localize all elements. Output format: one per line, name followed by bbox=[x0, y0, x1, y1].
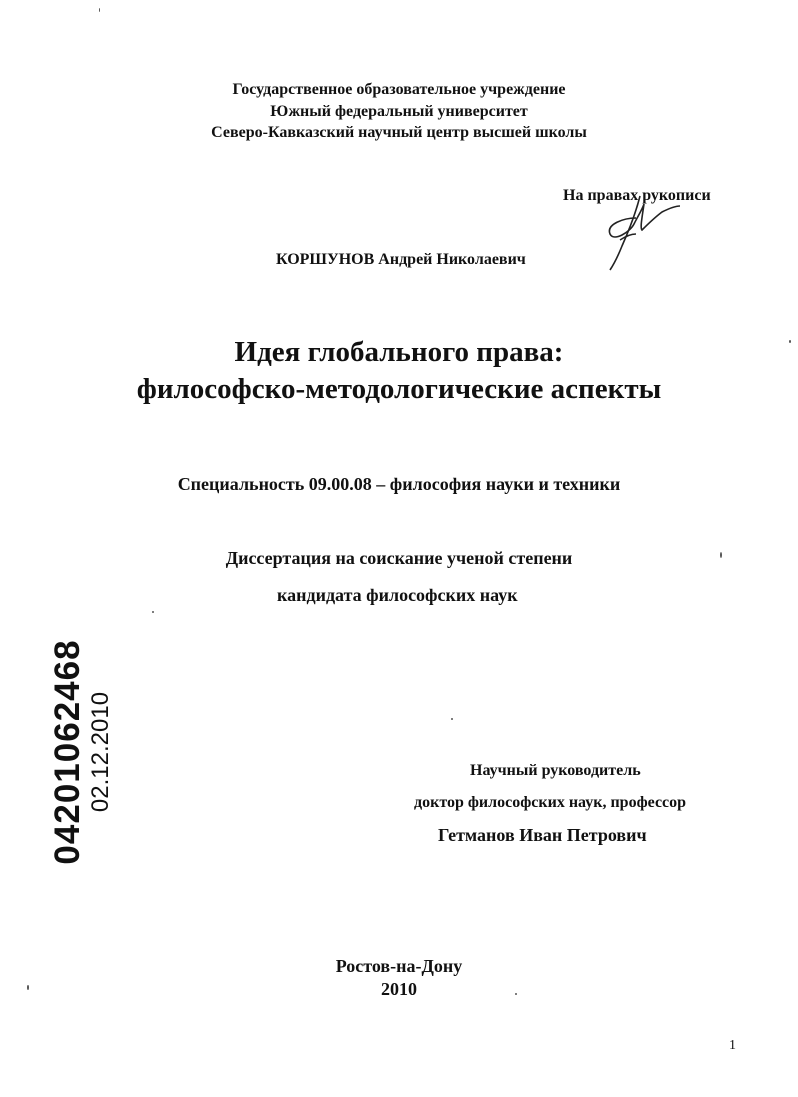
page-number: 1 bbox=[729, 1038, 736, 1053]
scan-speck bbox=[451, 718, 453, 720]
degree-line-2: кандидата философских наук bbox=[277, 585, 518, 605]
institution-line-3: Северо-Кавказский научный центр высшей школы bbox=[211, 124, 587, 141]
place-of-defense: Ростов-на-Дону bbox=[335, 956, 463, 976]
signature-mark bbox=[596, 188, 680, 274]
supervisor-degree: доктор философских наук, профессор bbox=[414, 794, 687, 811]
scan-speck bbox=[515, 993, 517, 995]
dissertation-title-line-1: Идея глобального права: bbox=[234, 336, 564, 368]
year: 2010 bbox=[381, 979, 417, 999]
scan-speck bbox=[152, 611, 154, 613]
library-stamp-code: 04201062468 bbox=[48, 639, 87, 865]
institution-line-1: Государственное образовательное учреждение bbox=[232, 81, 566, 98]
scan-speck bbox=[99, 8, 100, 12]
dissertation-title-line-2: философско-методологические аспекты bbox=[136, 373, 662, 405]
scan-speck bbox=[27, 985, 29, 990]
library-stamp-date: 02.12.2010 bbox=[87, 691, 114, 813]
supervisor-role: Научный руководитель bbox=[470, 762, 641, 779]
scan-speck bbox=[720, 552, 722, 558]
institution-line-2: Южный федеральный университет bbox=[270, 103, 528, 120]
supervisor-name: Гетманов Иван Петрович bbox=[438, 825, 647, 845]
manuscript-note: На правах рукописи bbox=[563, 187, 711, 204]
degree-line-1: Диссертация на соискание ученой степени bbox=[225, 548, 573, 568]
author-name: КОРШУНОВ Андрей Николаевич bbox=[276, 251, 526, 268]
specialty-line: Специальность 09.00.08 – философия науки и техники bbox=[177, 474, 621, 494]
scan-speck bbox=[789, 340, 791, 343]
